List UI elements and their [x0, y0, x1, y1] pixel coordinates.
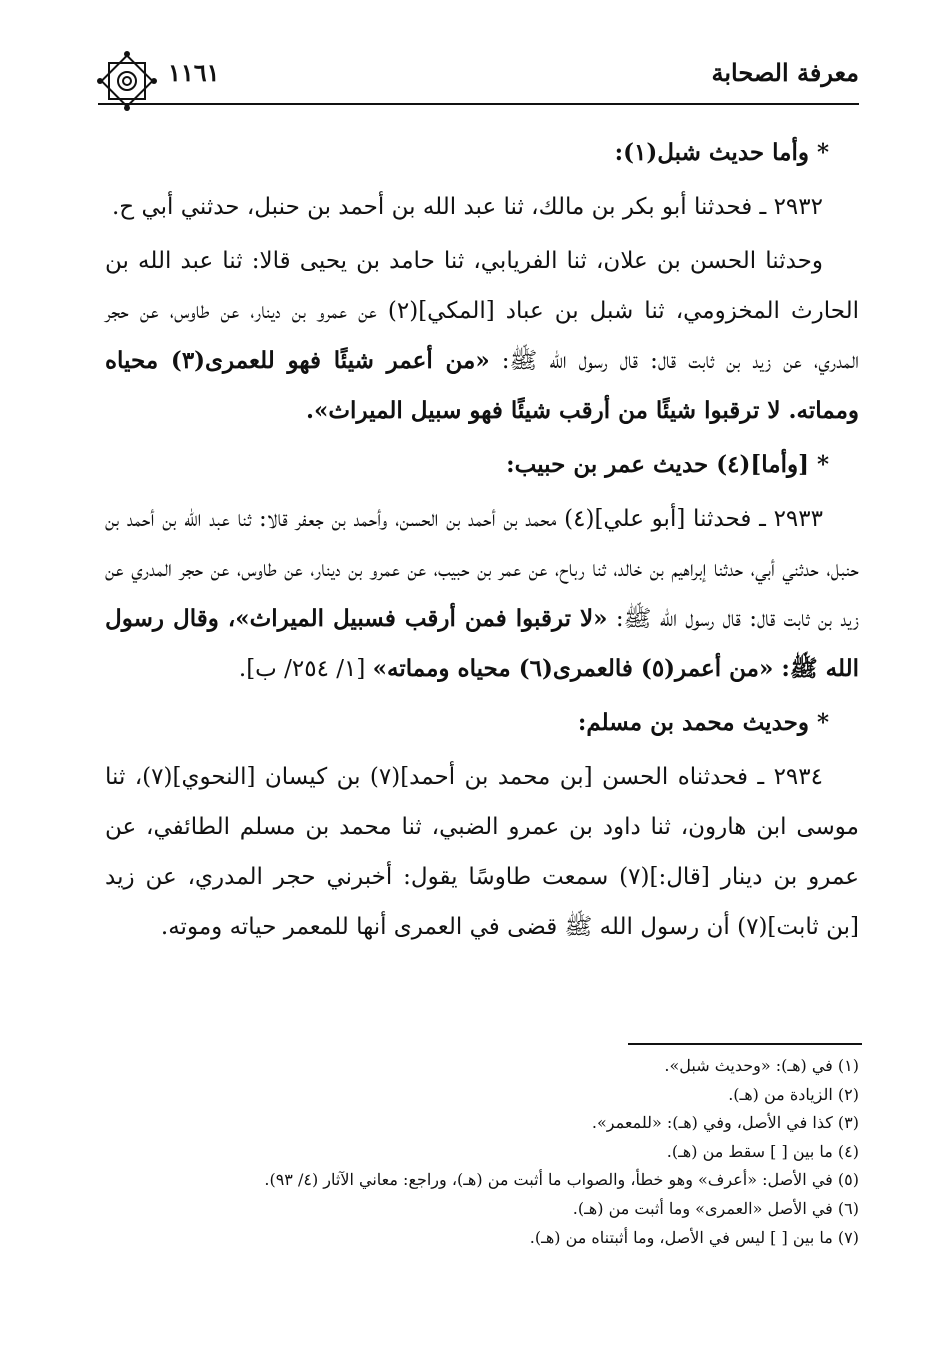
running-header-title: معرفة الصحابة — [711, 58, 859, 87]
section-heading-shibl: * وأما حديث شبل(١): — [614, 139, 829, 166]
footnote-rule — [628, 1043, 862, 1045]
hadith-2934: ٢٩٣٤ ـ فحدثناه الحسن [بن محمد بن أحمد](٧) بن كيسان [النحوي](٧)، ثنا موسى ابن هارون، ثنا داود بن عمرو الضبي، ثنا محمد بن مسلم الطائفي، عن عمرو بن دينار [قال:](٧) سمعت طاوسًا يقول: أخبرني حجر المدري، عن زيد [بن ثابت](٧) أن رسول الله ﷺ قضى في العمرى أنها للمعمر حياته وموته. — [105, 764, 859, 940]
hadith-2932-chain — [105, 236, 859, 436]
header-rule — [98, 103, 859, 105]
main-text — [105, 128, 859, 956]
footnote: (٣) كذا في الأصل، وفي (هـ): «للمعمر». — [591, 1113, 859, 1133]
footnote: (٦) في الأصل «العمرى» وما أثبت من (هـ). — [572, 1198, 859, 1218]
footnote: (٧) ما بين [ ] ليس في الأصل، وما أثبتناه من (هـ). — [529, 1227, 859, 1247]
footnote: (٢) الزيادة من (هـ). — [728, 1084, 859, 1104]
hadith-2933 — [105, 494, 859, 694]
hadith-2932: ٢٩٣٢ ـ فحدثنا أبو بكر بن مالك، ثنا عبد الله بن أحمد بن حنبل، حدثني أبي ح. — [111, 194, 823, 220]
hadith-matn: «لا ترقبوا فمن أرقب فسبيل الميراث»، وقال رسول الله ﷺ: «من أعمر(٥) فالعمرى(٦) محياه ومماته» — [105, 605, 859, 682]
folio-reference: [١/ ٢٥٤/ ب]. — [238, 656, 366, 682]
section-heading-muhammad: * وحديث محمد بن مسلم: — [577, 709, 829, 736]
chain-text: وحدثنا الحسن بن علان، ثنا الفريابي، ثنا حامد بن يحيى قالا: ثنا عبد الله بن الحارث المخزومي، ثنا شبل بن عباد [المكي](٢) عن عمرو بن دينار، عن طاوس، عن حجر المدري، عن زيد بن ثابت قال: قال رسول الله ﷺ: — [105, 248, 860, 374]
footnote: (٥) في الأصل: «أعرف» وهو خطأ، والصواب ما أثبت من (هـ)، وراجع: معاني الآثار (٤/ ٩٣). — [264, 1170, 859, 1190]
section-heading-umar: * [وأما](٤) حديث عمر بن حبيب: — [506, 451, 829, 478]
chain-text: ٢٩٣٣ ـ فحدثنا [أبو علي](٤) محمد بن أحمد بن الحسن، وأحمد بن جعفر قالا: ثنا عبد الله بن أحمد بن حنبل، حدثني أبي، حدثنا إبراهيم بن خالد، ثنا رباح، عن عمر بن حبيب، عن عمرو بن دينار، عن طاوس، عن حجر المدري عن زيد بن ثابت قال: قال رسول الله ﷺ: — [105, 506, 860, 632]
hadith-matn: «من أعمر شيئًا فهو للعمرى(٣) محياه ومماته. لا ترقبوا شيئًا من أرقب شيئًا فهو سبيل الميراث». — [105, 347, 859, 424]
footnotes — [130, 1052, 859, 1252]
footnote: (١) في (هـ): «وحديث شبل». — [664, 1056, 859, 1075]
page-number: ١١٦١ — [168, 58, 220, 87]
footnote: (٤) ما بين [ ] سقط من (هـ). — [666, 1141, 859, 1161]
